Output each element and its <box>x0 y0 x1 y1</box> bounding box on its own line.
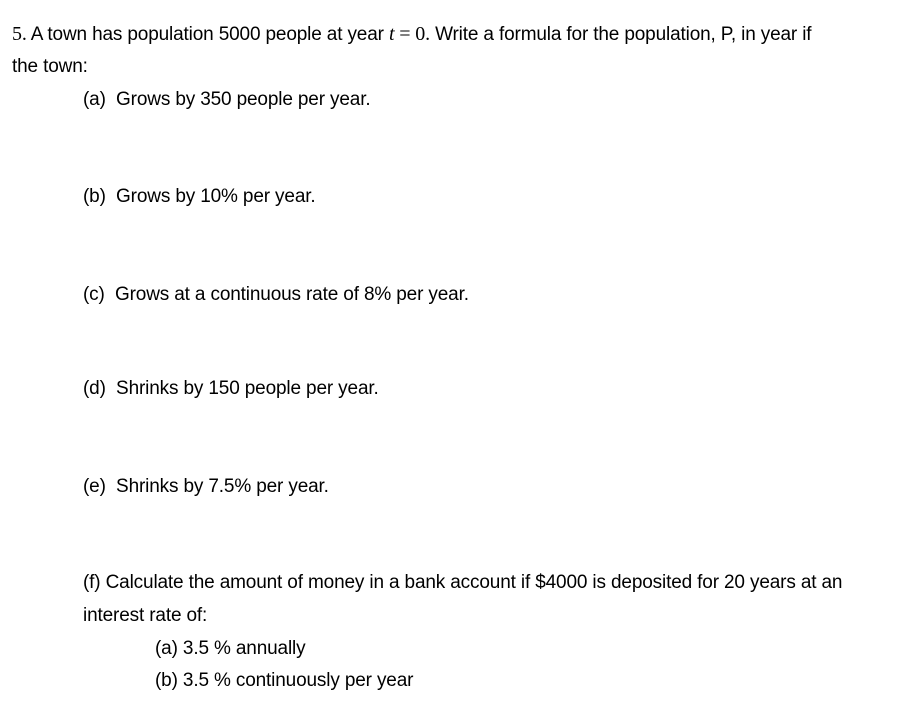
part-b-text: Grows by 10% per year. <box>116 186 316 207</box>
part-d <box>83 377 379 401</box>
part-a <box>83 88 370 112</box>
part-c-label: (c) <box>83 284 105 305</box>
part-b <box>83 185 316 209</box>
part-a-text: Grows by 350 people per year. <box>116 89 371 110</box>
question-number: 5. <box>12 23 27 45</box>
question-intro-text-a: A town has population 5000 people at year <box>30 24 384 45</box>
part-a-label: (a) <box>83 89 106 110</box>
part-e <box>83 475 329 499</box>
part-f-line-1: (f) Calculate the amount of money in a bank account if $4000 is deposited for 20 years at an <box>83 572 843 593</box>
math-variable-t: t <box>388 23 395 45</box>
question-intro-text-b: Write a formula for the population, P, in year if <box>435 24 812 45</box>
math-expression <box>389 23 430 45</box>
part-c <box>83 283 469 307</box>
part-d-label: (d) <box>83 378 106 399</box>
part-f-sub-a: (a) 3.5 % annually <box>155 638 306 659</box>
part-f-sub-b: (b) 3.5 % continuously per year <box>155 670 414 691</box>
question-intro-line-2: the town: <box>12 56 88 77</box>
part-b-label: (b) <box>83 186 106 207</box>
part-e-label: (e) <box>83 476 106 497</box>
part-e-text: Shrinks by 7.5% per year. <box>116 476 329 497</box>
part-f-line-2: interest rate of: <box>83 605 208 626</box>
math-equals-zero: = 0. <box>399 23 430 45</box>
question-intro-line-1 <box>12 22 811 47</box>
part-d-text: Shrinks by 150 people per year. <box>116 378 379 399</box>
part-c-text: Grows at a continuous rate of 8% per year. <box>114 284 469 305</box>
